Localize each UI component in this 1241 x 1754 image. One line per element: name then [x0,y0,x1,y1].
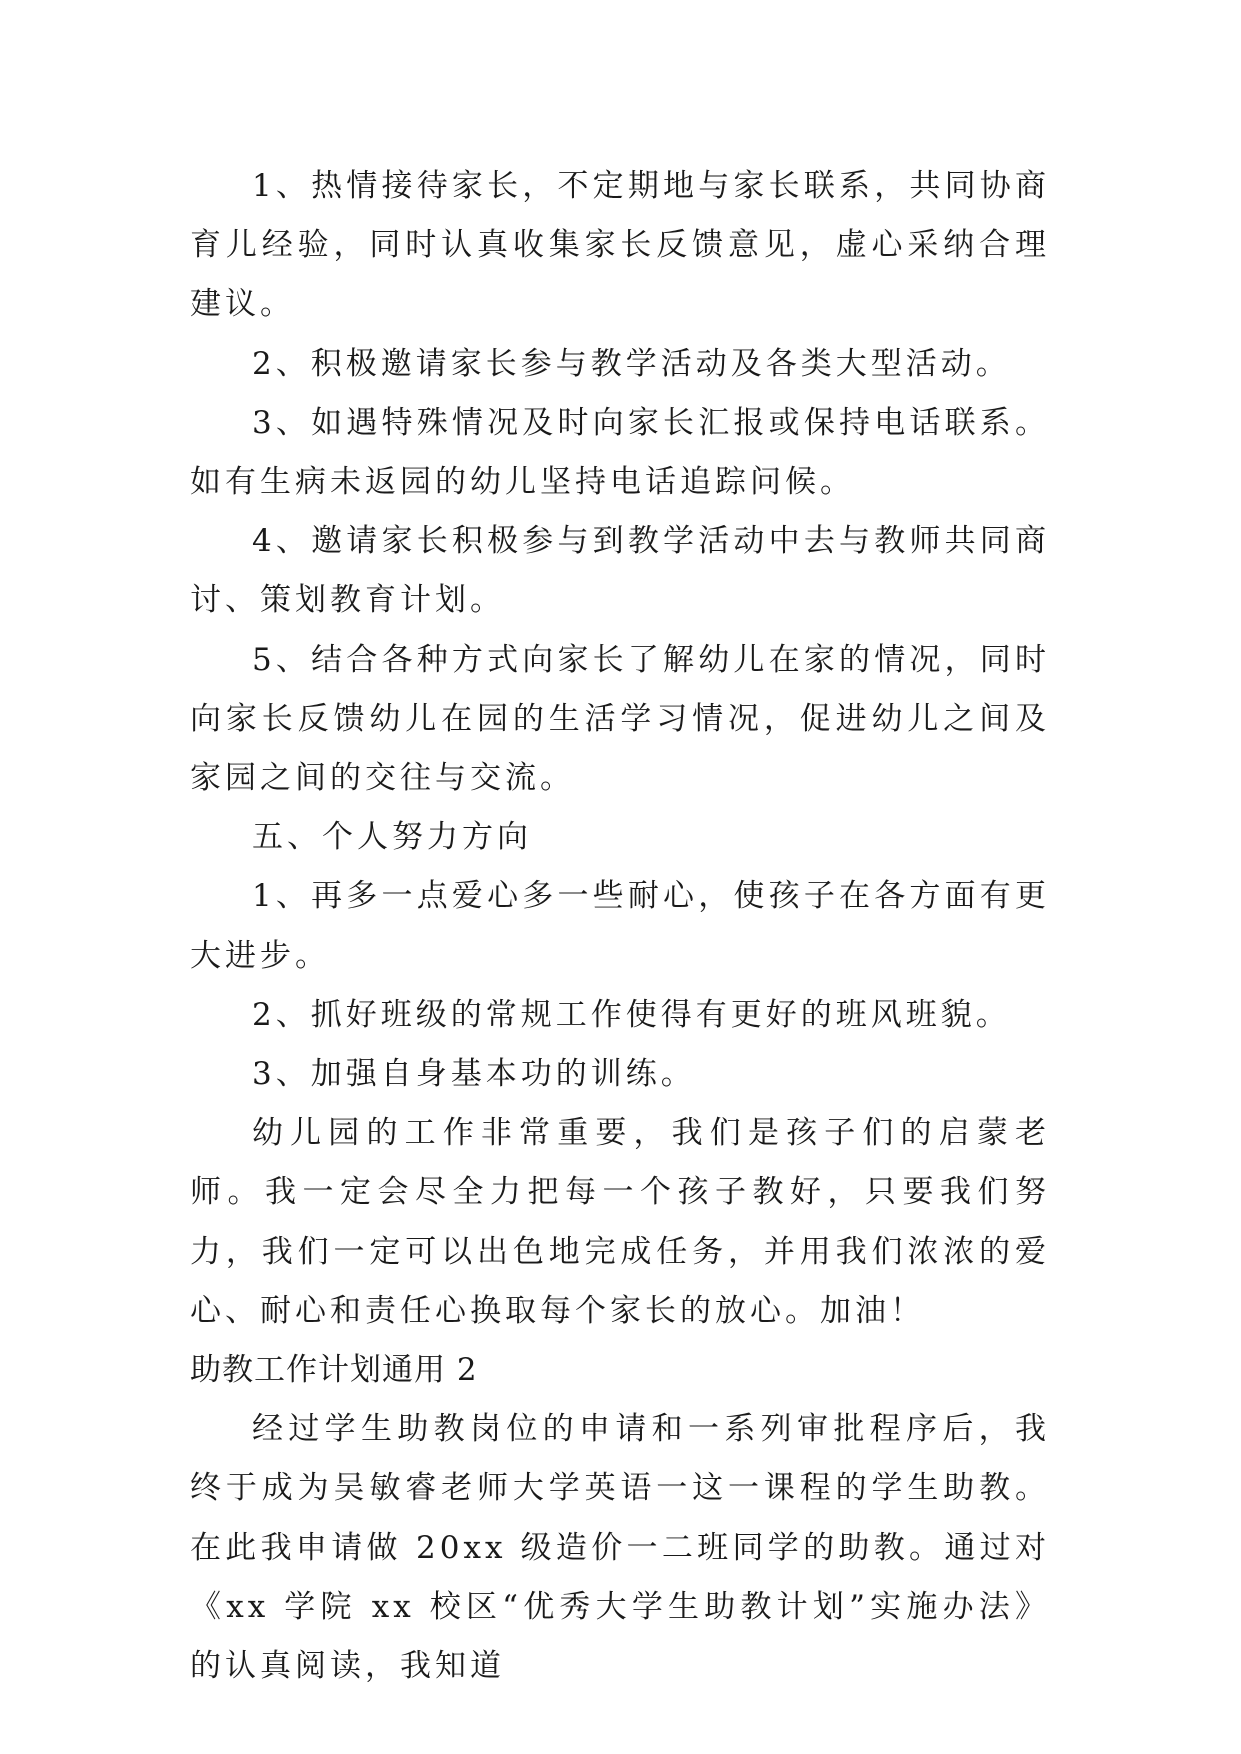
document-body [190,157,1050,1696]
paragraph-basic-skills: 3、加强自身基本功的训练。 [252,1056,696,1093]
paragraph-parent-participation: 4、邀请家长积极参与到教学活动中去与教师共同商讨、策划教育计划。 [190,523,1050,619]
paragraph-parent-communication: 1、热情接待家长，不定期地与家长联系，共同协商育儿经验，同时认真收集家长反馈意见，虚心采纳合理建议。 [190,168,1050,323]
paragraph-more-patience: 1、再多一点爱心多一些耐心，使孩子在各方面有更大进步。 [190,878,1050,974]
document-section-title: 助教工作计划通用 2 [190,1352,478,1389]
paragraph-report-to-parents: 3、如遇特殊情况及时向家长汇报或保持电话联系。如有生病未返园的幼儿坚持电话追踪问候。 [190,404,1050,501]
paragraph-assistant-intro: 经过学生助教岗位的申请和一系列审批程序后，我终于成为吴敏睿老师大学英语一这一课程的学生助教。在此我申请做 20xx 级造价一二班同学的助教。通过对《xx 学院 xx 校区“优秀大学生助教计划”实施办法》的认真阅读，我知道 [190,1411,1050,1685]
section-heading-personal-effort: 五、个人努力方向 [252,819,532,856]
paragraph-invite-parents: 2、积极邀请家长参与教学活动及各类大型活动。 [252,345,1011,382]
paragraph-conclusion: 幼儿园的工作非常重要，我们是孩子们的启蒙老师。我一定会尽全力把每一个孩子教好，只要我们努力，我们一定可以出色地完成任务，并用我们浓浓的爱心、耐心和责任心换取每个家长的放心。加油！ [190,1115,1050,1329]
paragraph-class-routine: 2、抓好班级的常规工作使得有更好的班风班貌。 [252,996,1011,1033]
paragraph-home-school-exchange: 5、结合各种方式向家长了解幼儿在家的情况，同时向家长反馈幼儿在园的生活学习情况，促进幼儿之间及家园之间的交往与交流。 [190,641,1050,797]
